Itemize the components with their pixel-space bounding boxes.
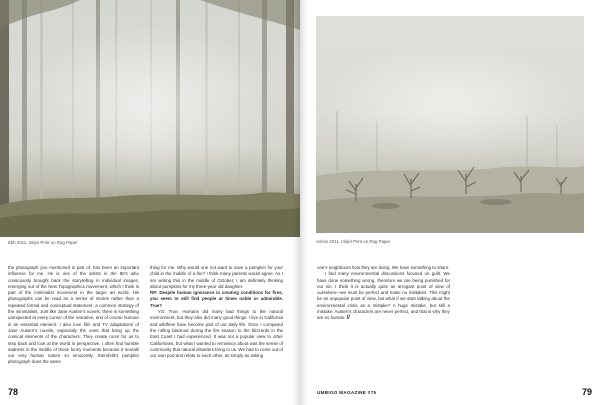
magazine-running-head: UMBIGO MAGAZINE #75: [317, 390, 377, 395]
forest-fog-photo: [0, 0, 300, 237]
interview-answer: YS: True. Humans did many bad things to the natural environment, but they also did many good things. I live in California and wildfires have become part of our daily life. Once I compared the rolling blackout during the fire season to the blizzards in the East Coast I had experienced. It was not a popular view to other Californians, but what I wanted to reminisce about was the sense of community that natural disasters bring to us. We had to come out of our own pod and relate to each other, as simply as asking: [150, 309, 283, 359]
text-column-1: [8, 265, 139, 366]
body-paragraph: one’s neighbours how they are doing. We have something to share.: [317, 265, 450, 270]
photo-caption-right: Ashes 2011. Inkjet Print on Rag Paper: [316, 239, 391, 244]
text-column-2: [150, 265, 283, 359]
body-paragraph: [317, 271, 450, 321]
page-number-left: 78: [8, 387, 19, 397]
smoke-overlay: [316, 16, 584, 233]
body-paragraph: the photograph you mentioned is part of, has been an important influence for me. He is one of the artists in the 80’s who consciously brought back the storytelling in individual images, emerging out of the New Topographics movement, which I think is part of the minimalist movement in the larger art world. His photographs can be read as a series of stories rather than a repeated formal and conceptual statement, a common strategy of the minimalists. Just like Jane Austen’s novels, there is something unexpected at every corner of the narrative, and of course humour is an essential element. I also love film and TV adaptations of Jane Austen’s novels, especially the ones that bring up the comical elements of the characters. They create room for us to step back and look at the world in perspective. I often find humble sadness in the middle of those funny moments because it reveals our very human nature so innocently. Sternfeld’s pumpkin photograph does the same: [8, 265, 139, 365]
photo-caption-left: Ekh 2011. Inkjet Print on Rag Paper: [8, 240, 78, 245]
end-mark: //: [346, 315, 350, 322]
right-page: [300, 0, 600, 405]
page-number-right: 79: [581, 387, 592, 397]
fog-overlay: [0, 0, 300, 237]
closing-paragraph-text: I find many environmental discussions focused on guilt. We have done something wrong, therefore we are being punished for our sin. I think it is actually quite an arrogant point of view of ourselves—we must be perfect and make no mistakes. This might be an unpopular point of view, but what if we start talking about the environmental crisis as a mistake? A huge mistake, but still a mistake. Austen’s characters are never perfect, and that is why they are so human.: [317, 271, 450, 321]
smoky-landscape-photo: [316, 16, 584, 233]
text-column-3: [317, 265, 450, 322]
interview-question: RP: Despite human ignorance in creating conditions for fires, you seem to still find people at times noble or admirable. True?: [150, 290, 283, 308]
body-paragraph: thing for me. Why would one not want to save a pumpkin for your child in the middle of a fire? I think many parents would agree. As I am writing this in the middle of October, I am definitely thinking about pumpkins for my three-year old daughter.: [150, 265, 283, 289]
